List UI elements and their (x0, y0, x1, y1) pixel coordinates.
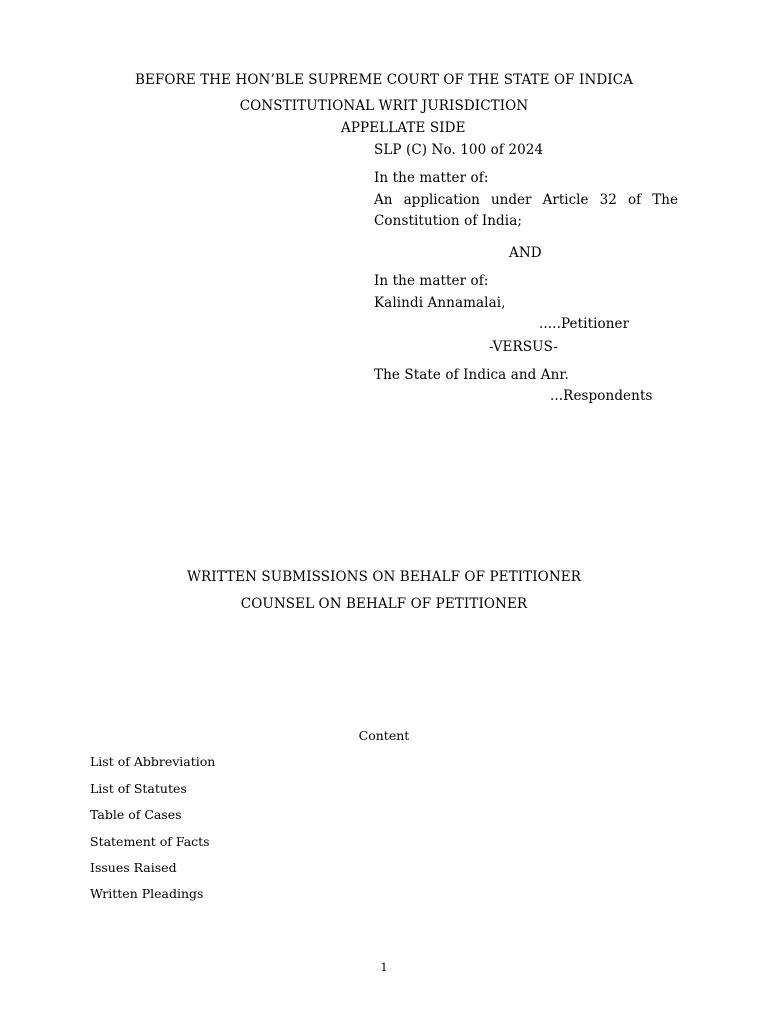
court-heading: BEFORE THE HON’BLE SUPREME COURT OF THE STATE OF INDICA (134, 72, 634, 88)
submission-title: WRITTEN SUBMISSIONS ON BEHALF OF PETITIONER (187, 569, 581, 585)
contents-heading: Content (358, 728, 410, 743)
contents-item: List of Statutes (90, 781, 187, 796)
counsel-title: COUNSEL ON BEHALF OF PETITIONER (240, 596, 528, 612)
matter-heading-1: In the matter of: (374, 170, 489, 186)
contents-item: List of Abbreviation (90, 754, 216, 769)
side-heading: APPELLATE SIDE (341, 120, 466, 136)
petitioner-role: .....Petitioner (539, 316, 630, 332)
case-number: SLP (C) No. 100 of 2024 (374, 142, 544, 158)
page-number: 1 (380, 960, 388, 974)
matter-heading-2: In the matter of: (374, 273, 489, 289)
versus-separator: -VERSUS- (489, 339, 559, 355)
and-separator: AND (509, 245, 542, 261)
contents-item: Statement of Facts (90, 834, 210, 849)
contents-item: Table of Cases (90, 807, 182, 822)
jurisdiction-heading: CONSTITUTIONAL WRIT JURISDICTION (239, 98, 529, 114)
respondent-role: ...Respondents (550, 388, 653, 404)
contents-item: Written Pleadings (90, 886, 204, 901)
respondent-name: The State of Indica and Anr. (374, 367, 569, 383)
matter-application-line-2: Constitution of India; (374, 213, 522, 229)
contents-item: Issues Raised (90, 860, 177, 875)
petitioner-name: Kalindi Annamalai, (374, 295, 506, 311)
matter-application-line-1: An application under Article 32 of The (374, 192, 678, 208)
